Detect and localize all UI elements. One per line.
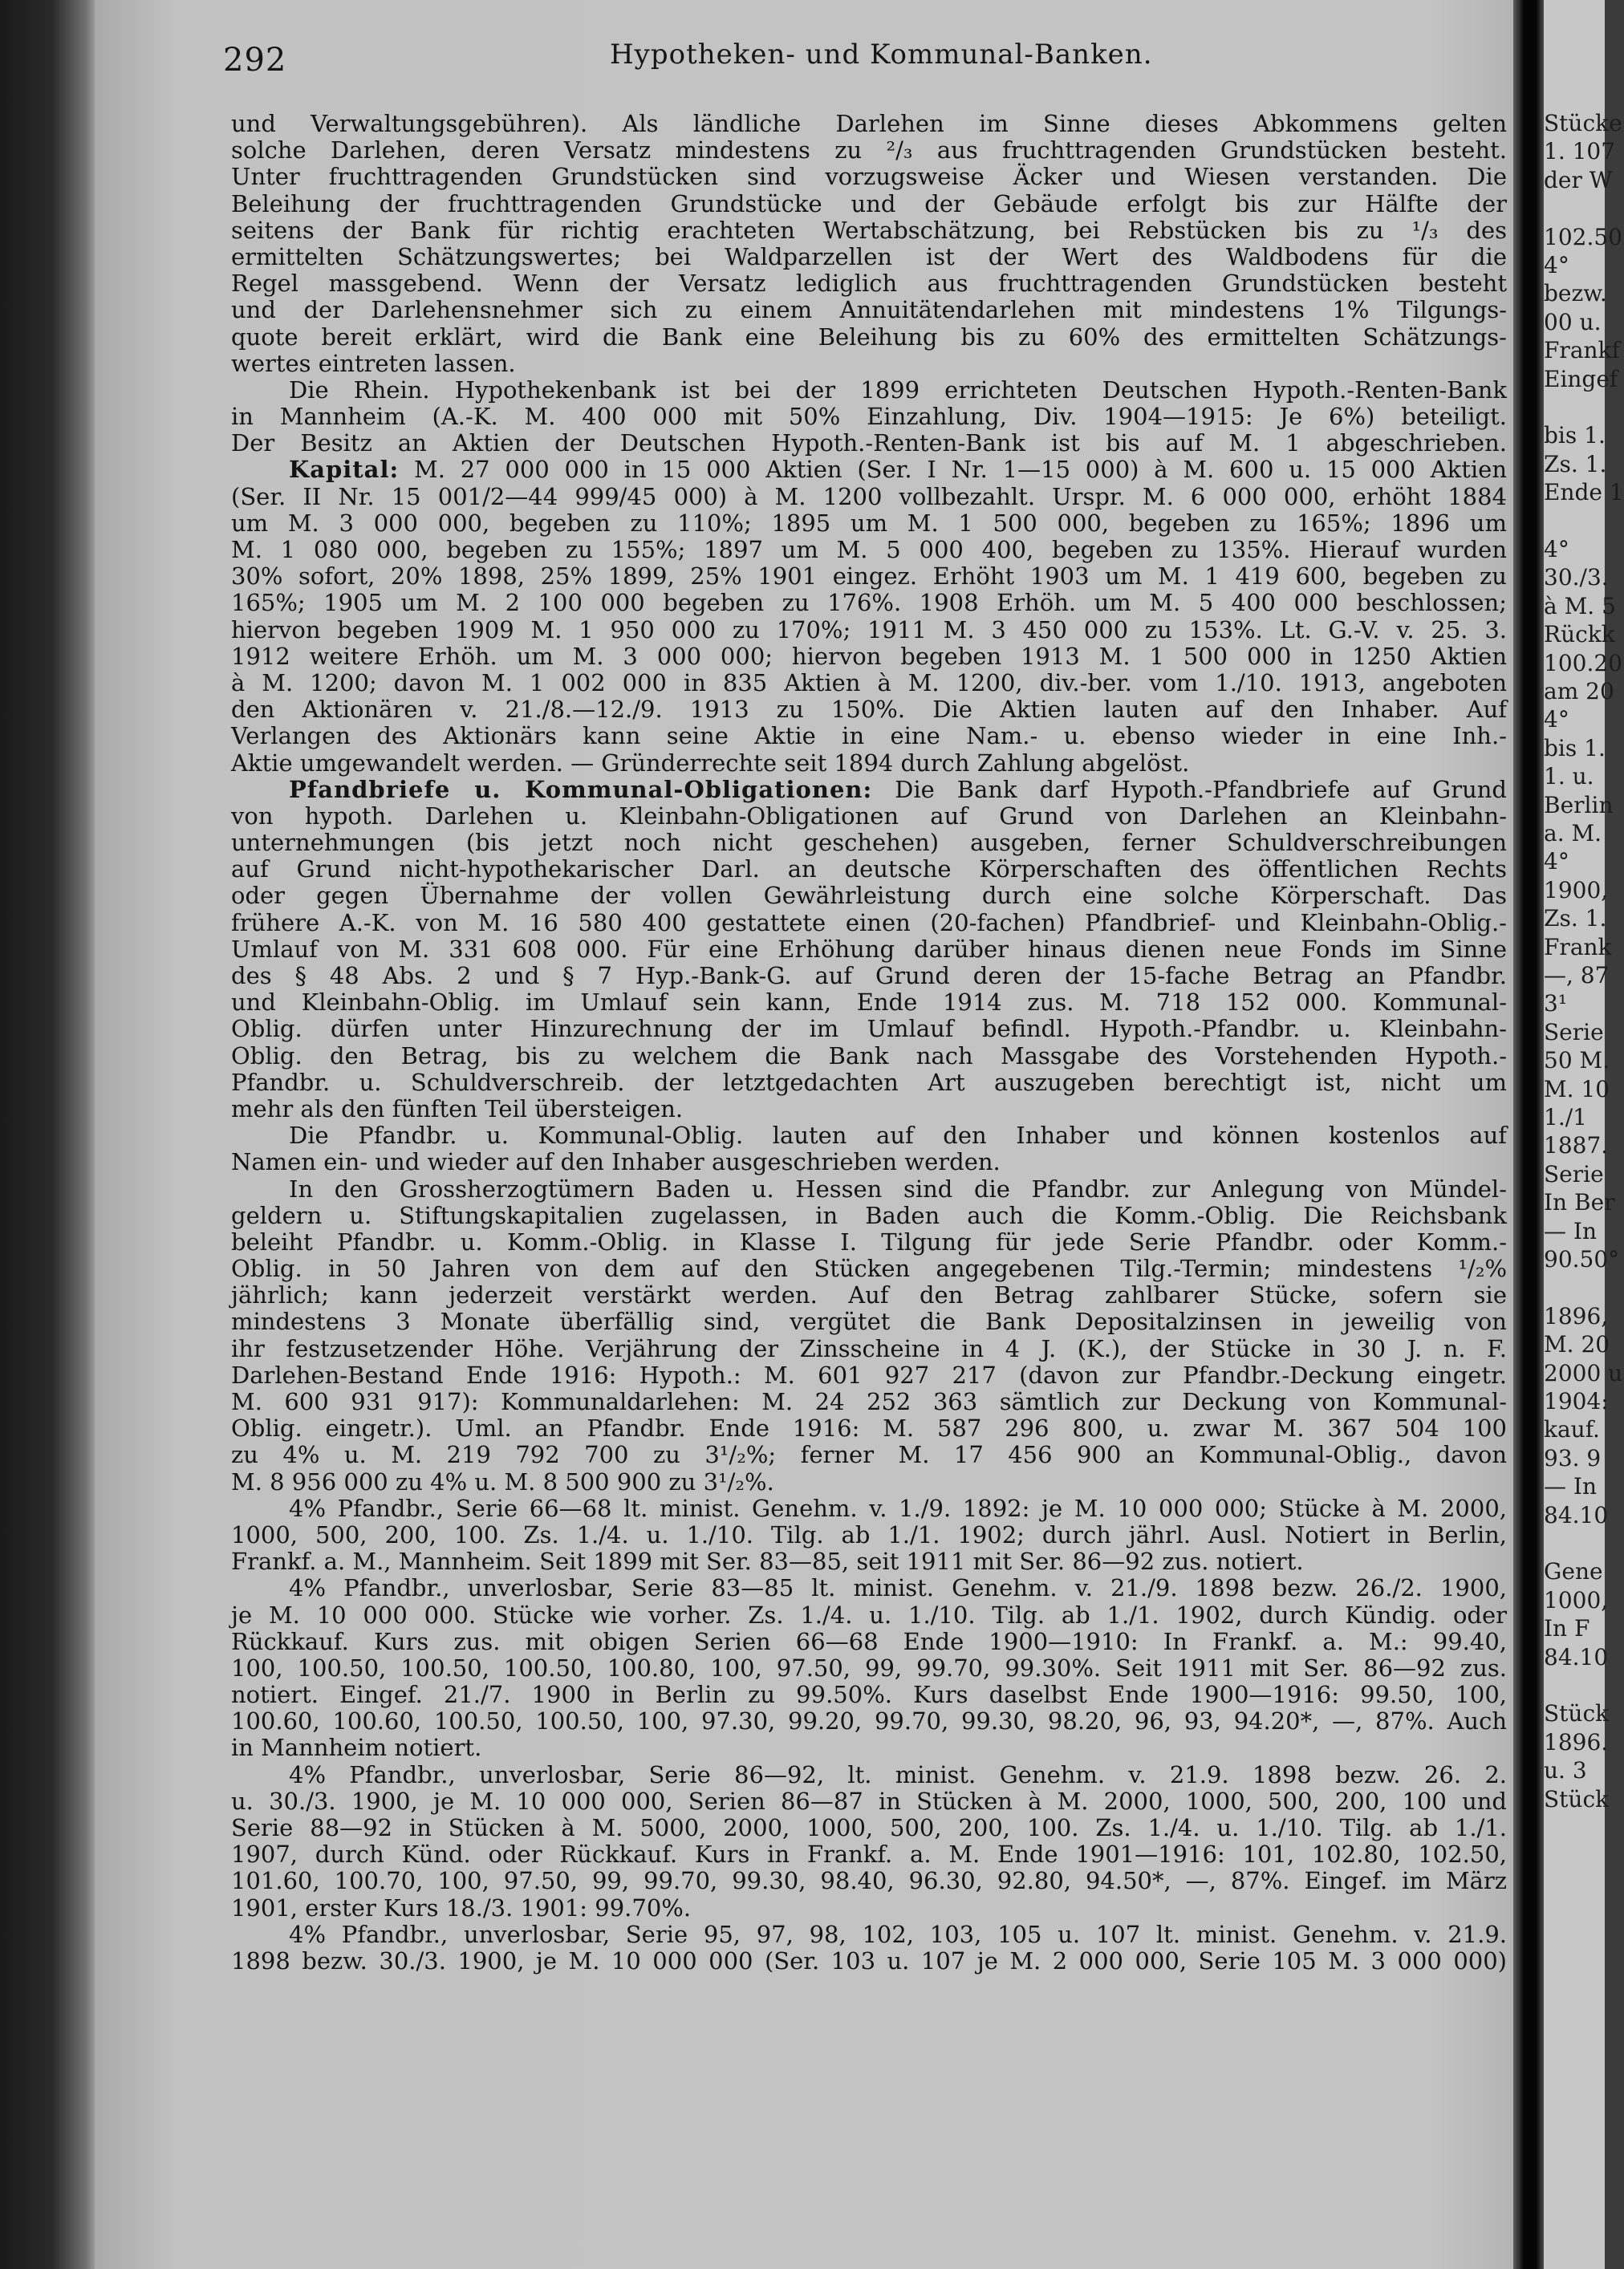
facing-fragment: a. M. — [1544, 820, 1602, 846]
facing-fragment: 90.50° — [1544, 1246, 1620, 1273]
facing-fragment: Eingef — [1544, 365, 1618, 392]
text-line — [231, 777, 1507, 803]
text-line: solche Darlehen, deren Versatz mindestens zu ²/₃ aus fruchttragenden Grundstücken besteht. — [231, 136, 1507, 164]
text-line: Verlangen des Aktionärs kann seine Aktie in eine Nam.- u. ebenso wieder in eine Inh.- — [231, 722, 1507, 750]
text-line: hiervon begeben 1909 M. 1 950 000 zu 170%; 1911 M. 3 450 000 zu 153%. Lt. G.-V. v. 25. 3. — [231, 615, 1507, 643]
facing-fragment: In F — [1544, 1615, 1590, 1642]
text-line: jährlich; kann jederzeit verstärkt werden. Auf den Betrag zahlbarer Stücke, sofern sie — [231, 1281, 1507, 1309]
facing-fragment: Ende 1 — [1544, 479, 1624, 506]
text-line: In den Grossherzogtümern Baden u. Hessen sind die Pfandbr. zur Anlegung von Mündel- — [289, 1175, 1507, 1203]
facing-fragment: Stück — [1544, 1700, 1610, 1727]
text-line: M. 1 080 000, begeben zu 155%; 1897 um M. 5 000 400, begeben zu 135%. Hierauf wurden — [231, 536, 1507, 563]
text-line: 30% sofort, 20% 1898, 25% 1899, 25% 1901 eingez. Erhöht 1903 um M. 1 419 600, begeben zu — [231, 562, 1507, 591]
facing-fragment: 1904: — [1544, 1388, 1609, 1415]
facing-fragment: Frankf — [1544, 337, 1620, 364]
text-line: 1907, durch Künd. oder Rückkauf. Kurs in Frankf. a. M. Ende 1901—1916: 101, 102.80, 102.50, — [231, 1841, 1507, 1869]
text-line: Unter fruchttragenden Grundstücken sind vorzugsweise Äcker und Wiesen verstanden. Die — [231, 163, 1507, 191]
text-line: und Verwaltungsgebühren). Als ländliche Darlehen im Sinne dieses Abkommens gelten — [231, 110, 1507, 137]
text-line: Serie 88—92 in Stücken à M. 5000, 2000, 1000, 500, 200, 100. Zs. 1./4. u. 1./10. Tilg. ab 1./1. — [231, 1814, 1507, 1841]
facing-fragment: Stück — [1544, 1785, 1610, 1812]
text-line: 4% Pfandbr., Serie 66—68 lt. minist. Genehm. v. 1./9. 1892: je M. 10 000 000; Stücke à M. 2000, — [289, 1494, 1507, 1522]
section-heading: Pfandbriefe u. Kommunal-Obligationen: — [289, 775, 873, 803]
text-line: Regel massgebend. Wenn der Versatz lediglich aus fruchttragenden Grundstücken besteht — [231, 270, 1507, 298]
text-line: M. 600 931 917): Kommunaldarlehen: M. 24 252 363 sämtlich zur Deckung von Kommunal- — [231, 1388, 1507, 1415]
facing-fragment: bis 1. — [1544, 734, 1606, 761]
facing-fragment: bezw. — [1544, 280, 1607, 307]
text-line: des § 48 Abs. 2 und § 7 Hyp.-Bank-G. auf Grund deren der 15-fache Betrag an Pfandbr. — [231, 962, 1507, 989]
text-line: auf Grund nicht-hypothekarischer Darl. an deutsche Körperschaften des öffentlichen Rechts — [231, 855, 1507, 883]
text-line: mindestens 3 Monate überfällig sind, vergütet die Bank Depositalzinsen in jeweilig von — [231, 1308, 1507, 1336]
text-line: quote bereit erklärt, wird die Bank eine Beleihung bis zu 60% des ermittelten Schätzungs- — [231, 323, 1507, 351]
facing-fragment: 00 u. — [1544, 308, 1602, 335]
facing-fragment: 50 M. — [1544, 1047, 1610, 1074]
text-line: Frankf. a. M., Mannheim. Seit 1899 mit Ser. 83—85, seit 1911 mit Ser. 86—92 zus. notiert. — [231, 1548, 1304, 1576]
facing-fragment: —, 87 — [1544, 962, 1610, 988]
text-line: 101.60, 100.70, 100, 97.50, 99, 99.70, 99.30, 98.40, 96.30, 92.80, 94.50*, —, 87%. Eingef. im März — [231, 1867, 1507, 1895]
text-line: à M. 1200; davon M. 1 002 000 in 835 Aktien à M. 1200, div.-ber. vom 1./10. 1913, angeboten — [231, 668, 1507, 696]
text-line: und Kleinbahn-Oblig. im Umlauf sein kann, Ende 1914 zus. M. 718 152 000. Kommunal- — [231, 988, 1507, 1017]
facing-fragment: 4° — [1544, 252, 1569, 278]
facing-fragment: Serie — [1544, 1160, 1604, 1187]
text-line: (Ser. II Nr. 15 001/2—44 999/45 000) à M. 1200 vollbezahlt. Urspr. M. 6 000 000, erhöht 1884 — [231, 482, 1507, 510]
facing-fragment: Serie — [1544, 1018, 1604, 1045]
text-line: M. 8 956 000 zu 4% u. M. 8 500 900 zu 3¹/₂%. — [231, 1467, 774, 1496]
facing-fragment: 4° — [1544, 706, 1569, 733]
text-line: mehr als den fünften Teil übersteigen. — [231, 1094, 684, 1122]
text-line: 100.60, 100.60, 100.50, 100.50, 100, 97.30, 99.20, 99.70, 99.30, 98.20, 96, 93, 94.20*, —, 87%. Auch — [231, 1707, 1507, 1735]
facing-fragment: bis 1. — [1544, 422, 1606, 449]
facing-fragment: — In — [1544, 1217, 1597, 1244]
facing-fragment: Berlin — [1544, 791, 1614, 818]
text-line: 1000, 500, 200, 100. Zs. 1./4. u. 1./10. Tilg. ab 1./1. 1902; durch jährl. Ausl. Notiert in Berlin, — [231, 1520, 1507, 1549]
text-line: um M. 3 000 000, begeben zu 110%; 1895 um M. 1 500 000, begeben zu 165%; 1896 um — [231, 509, 1507, 537]
facing-fragment: à M. 5 — [1544, 592, 1616, 619]
facing-fragment: 3¹ — [1544, 990, 1568, 1017]
text-line: zu 4% u. M. 219 792 700 zu 3¹/₂%; ferner M. 17 456 900 an Kommunal-Oblig., davon — [231, 1441, 1507, 1469]
facing-fragment: Rückk — [1544, 621, 1615, 648]
text-line: beleiht Pfandbr. u. Komm.-Oblig. in Klasse I. Tilgung für jede Serie Pfandbr. oder Komm.- — [231, 1228, 1507, 1256]
text-line: oder gegen Übernahme der vollen Gewährleistung durch eine solche Körperschaft. Das — [231, 882, 1507, 910]
text-line: 1901, erster Kurs 18./3. 1901: 99.70%. — [231, 1894, 692, 1922]
text-line: Aktie umgewandelt werden. — Gründerrechte seit 1894 durch Zahlung abgelöst. — [231, 749, 1190, 777]
text-line: Die Rhein. Hypothekenbank ist bei der 1899 errichteten Deutschen Hypoth.-Renten-Bank — [289, 375, 1507, 404]
facing-fragment: Frank — [1544, 933, 1612, 960]
text-line: 100, 100.50, 100.50, 100.50, 100.80, 100, 97.50, 99, 99.70, 99.30%. Seit 1911 mit Ser. 86—92 zus. — [231, 1654, 1507, 1682]
text-line: 1898 bezw. 30./3. 1900, je M. 10 000 000 (Ser. 103 u. 107 je M. 2 000 000, Serie 105 M. 3 000 000) — [231, 1946, 1507, 1975]
facing-fragment: der W — [1544, 166, 1613, 193]
facing-fragment: M. 10 — [1544, 1075, 1610, 1102]
text-line: unternehmungen (bis jetzt noch nicht geschehen) ausgeben, ferner Schuldverschreibungen — [231, 829, 1507, 857]
text-line: Oblig. in 50 Jahren von dem auf den Stücken angegebenen Tilg.-Termin; mindestens ¹/₂% — [231, 1255, 1507, 1283]
facing-fragment: 1896. — [1544, 1728, 1609, 1756]
text-line: ihr festzusetzender Höhe. Verjährung der Zinsscheine in 4 J. (K.), der Stücke in 30 J. n. F. — [231, 1334, 1507, 1362]
line-text: Die Bank darf Hypoth.-Pfandbriefe auf Grund — [872, 775, 1507, 803]
text-line: je M. 10 000 000. Stücke wie vorher. Zs. 1./4. u. 1./10. Tilg. ab 1./1. 1902, durch Kündig. oder — [231, 1601, 1507, 1629]
facing-fragment: — In — [1544, 1473, 1597, 1500]
text-line: 165%; 1905 um M. 2 100 000 begeben zu 176%. 1908 Erhöh. um M. 5 400 000 beschlossen; — [231, 589, 1507, 617]
text-line: 4% Pfandbr., unverlosbar, Serie 86—92, lt. minist. Genehm. v. 21.9. 1898 bezw. 26. 2. — [289, 1760, 1507, 1788]
text-line: Pfandbr. u. Schuldverschreib. der letztgedachten Art auszugeben berechtigt ist, nicht um — [231, 1068, 1507, 1096]
text-line: von hypoth. Darlehen u. Kleinbahn-Obligationen auf Grund von Darlehen an Kleinbahn- — [231, 802, 1507, 830]
facing-fragment: Zs. 1. — [1544, 905, 1607, 932]
facing-fragment: 1896, — [1544, 1302, 1609, 1329]
facing-fragment: 84.10 — [1544, 1501, 1609, 1528]
section-heading: Kapital: — [289, 456, 400, 484]
text-line: seitens der Bank für richtig erachteten Wertabschätzung, bei Rebstücken bis zu ¹/₃ des — [231, 216, 1507, 244]
text-line: in Mannheim notiert. — [231, 1734, 482, 1762]
text-line: wertes eintreten lassen. — [231, 349, 516, 377]
text-line: Darlehen-Bestand Ende 1916: Hypoth.: M. 601 927 217 (davon zur Pfandbr.-Deckung eingetr. — [231, 1361, 1507, 1389]
facing-fragment: 1887. — [1544, 1132, 1609, 1159]
text-line: Oblig. dürfen unter Hinzurechnung der im Umlauf befindl. Hypoth.-Pfandbr. u. Kleinbahn- — [231, 1015, 1507, 1043]
facing-fragment: 1900, — [1544, 876, 1609, 903]
text-line: geldern u. Stiftungskapitalien zugelassen, in Baden auch die Komm.-Oblig. Die Reichsbank — [231, 1201, 1507, 1229]
text-line: Oblig. eingetr.). Uml. an Pfandbr. Ende 1916: M. 587 296 800, u. zwar M. 367 504 100 — [231, 1415, 1507, 1443]
facing-fragment: Gene — [1544, 1558, 1603, 1585]
facing-fragment: 4° — [1544, 848, 1569, 875]
facing-fragment: am 20 — [1544, 678, 1614, 704]
text-line — [231, 457, 1507, 483]
facing-fragment: 84.10 — [1544, 1643, 1609, 1670]
text-line: Umlauf von M. 331 608 000. Für eine Erhöhung darüber hinaus dienen neue Fonds im Sinne — [231, 935, 1507, 963]
facing-fragment: Stücke — [1544, 110, 1622, 136]
text-line: Namen ein- und wieder auf den Inhaber ausgeschrieben werden. — [231, 1148, 1001, 1176]
line-text: M. 27 000 000 in 15 000 Aktien (Ser. I Nr. 1—15 000) à M. 600 u. 15 000 Aktien — [399, 456, 1507, 484]
facing-page-fragment — [1544, 0, 1624, 2269]
facing-fragment: 100.20 — [1544, 649, 1622, 676]
facing-fragment: 93. 9 — [1544, 1444, 1602, 1471]
facing-fragment: 1. 107 — [1544, 138, 1616, 165]
facing-fragment: kauf. — [1544, 1416, 1600, 1443]
facing-fragment: 2000 u — [1544, 1359, 1623, 1386]
book-gutter — [0, 0, 95, 2269]
facing-fragment: In Ber — [1544, 1189, 1615, 1216]
text-line: in Mannheim (A.-K. M. 400 000 mit 50% Einzahlung, Div. 1904—1915: Je 6%) beteiligt. — [231, 403, 1507, 431]
facing-fragment: 30./3. — [1544, 564, 1609, 591]
page-fold — [1513, 0, 1544, 2269]
facing-fragment: 102.50 — [1544, 223, 1622, 250]
facing-fragment: Zs. 1. — [1544, 450, 1607, 477]
facing-fragment: u. 3 — [1544, 1757, 1587, 1784]
facing-fragment: 4° — [1544, 536, 1569, 562]
page-number: 292 — [223, 42, 287, 79]
running-head: Hypotheken- und Kommunal-Banken. — [610, 39, 1153, 71]
facing-fragment: 1./1 — [1544, 1104, 1587, 1130]
text-line: u. 30./3. 1900, je M. 10 000 000, Serien 86—87 in Stücken à M. 2000, 1000, 500, 200, 100 und — [231, 1787, 1507, 1815]
text-line: 1912 weitere Erhöh. um M. 3 000 000; hiervon begeben 1913 M. 1 500 000 in 1250 Aktien — [231, 642, 1507, 670]
text-line: notiert. Eingef. 21./7. 1900 in Berlin zu 99.50%. Kurs daselbst Ende 1900—1916: 99.50, 100, — [231, 1681, 1507, 1709]
text-line: Rückkauf. Kurs zus. mit obigen Serien 66—68 Ende 1900—1910: In Frankf. a. M.: 99.40, — [231, 1627, 1507, 1655]
text-line: und der Darlehensnehmer sich zu einem Annuitätendarlehen mit mindestens 1% Tilgungs- — [231, 296, 1507, 324]
text-line: ermittelten Schätzungswertes; bei Waldparzellen ist der Wert des Waldbodens für die — [231, 242, 1507, 270]
facing-fragment: 1. u. — [1544, 763, 1594, 790]
text-line: den Aktionären v. 21./8.—12./9. 1913 zu 150%. Die Aktien lauten auf den Inhaber. Auf — [231, 696, 1507, 724]
text-line: Oblig. den Betrag, bis zu welchem die Bank nach Massgabe des Vorstehenden Hypoth.- — [231, 1041, 1507, 1070]
text-line: 4% Pfandbr., unverlosbar, Serie 83—85 lt. minist. Genehm. v. 21./9. 1898 bezw. 26./2. 1900, — [289, 1574, 1507, 1602]
text-line: Die Pfandbr. u. Kommunal-Oblig. lauten auf den Inhaber und können kostenlos auf — [289, 1122, 1507, 1150]
text-line: 4% Pfandbr., unverlosbar, Serie 95, 97, 98, 102, 103, 105 u. 107 lt. minist. Genehm. v. 21.9. — [289, 1920, 1507, 1948]
text-line: frühere A.-K. von M. 16 580 400 gestattete einen (20-fachen) Pfandbrief- und Kleinbahn-Oblig.- — [231, 908, 1507, 936]
body-text — [231, 111, 1507, 1975]
text-line: Beleihung der fruchttragenden Grundstücke und der Gebäude erfolgt bis zur Hälfte der — [231, 189, 1507, 217]
facing-fragment: M. 20 — [1544, 1331, 1610, 1358]
facing-fragment: 1000, — [1544, 1586, 1609, 1613]
text-line: Der Besitz an Aktien der Deutschen Hypoth.-Renten-Bank ist bis auf M. 1 abgeschrieben. — [231, 429, 1507, 457]
